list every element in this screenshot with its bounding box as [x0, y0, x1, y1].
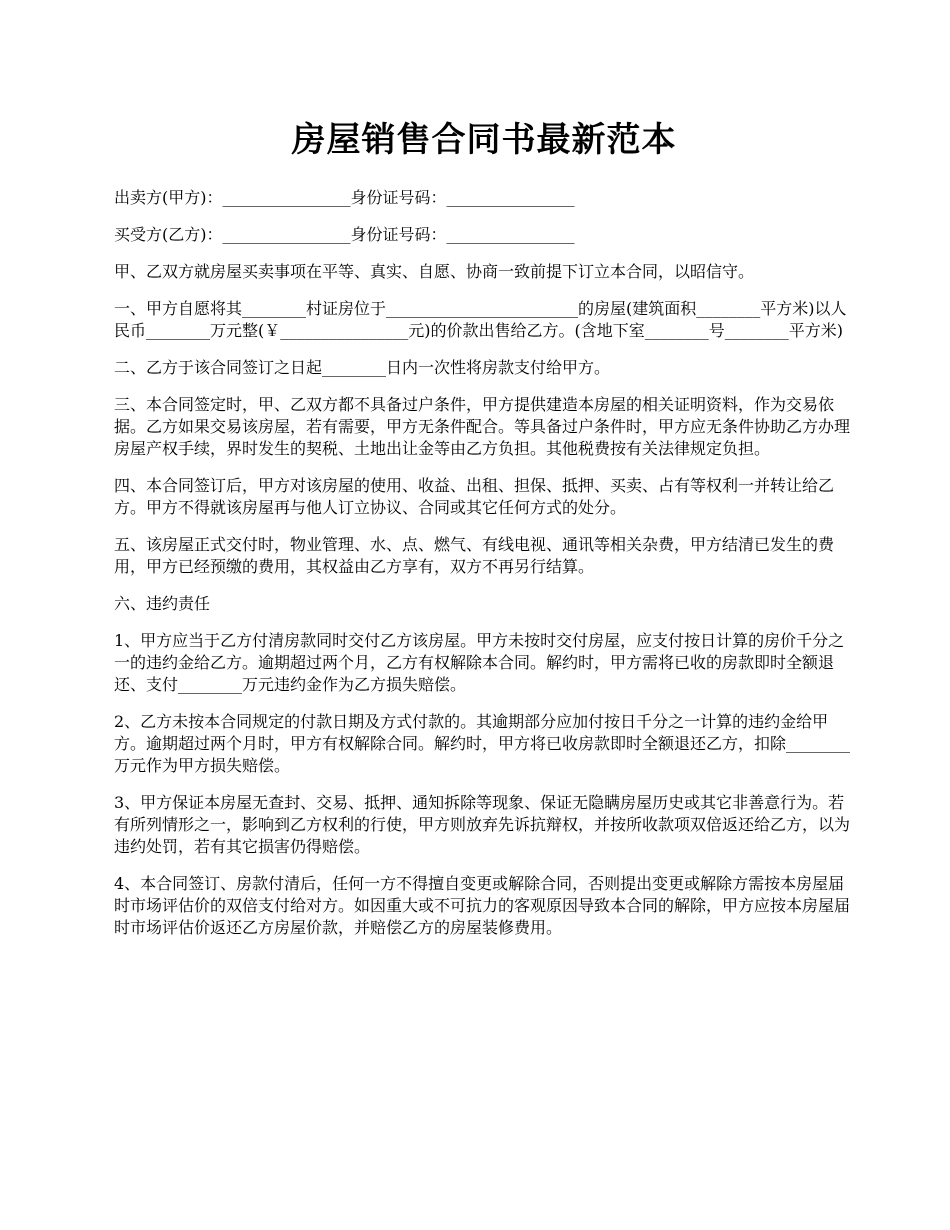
- buyer-line: 买受方(乙方)：________________身份证号码：________________: [114, 225, 575, 244]
- breach-item-2: 2、乙方未按本合同规定的付款日期及方式付款的。其逾期部分应加付按日千分之一计算的违约金给甲方。逾期超过两个月时，甲方有权解除合同。解约时，甲方将已收房款即时全额退还乙方，扣除________万元作为甲方损失赔偿。: [114, 712, 851, 775]
- document-page: [114, 112, 854, 954]
- breach-item-1: 1、甲方应当于乙方付清房款同时交付乙方该房屋。甲方未按时交付房屋，应支付按日计算的房价千分之一的违约金给乙方。逾期超过两个月，乙方有权解除本合同。解约时，甲方需将已收的房款即时全额退还、支付________万元违约金作为乙方损失赔偿。: [114, 631, 845, 694]
- breach-item-3: 3、甲方保证本房屋无查封、交易、抵押、通知拆除等现象、保证无隐瞒房屋历史或其它非善意行为。若有所列情形之一，影响到乙方权利的行使，甲方则放弃先诉抗辩权，并按所收款项双倍返还给乙方，以为违约处罚，若有其它损害仍得赔偿。: [114, 793, 851, 856]
- clause-6-heading: 六、违约责任: [114, 594, 211, 613]
- breach-item-4: 4、本合同签订、房款付清后，任何一方不得擅自变更或解除合同，否则提出变更或解除方需按本房屋届时市场评估价的双倍支付给对方。如因重大或不可抗力的客观原因导致本合同的解除，甲方应按本房屋届时市场评估价返还乙方房屋价款，并赔偿乙方的房屋装修费用。: [114, 874, 851, 937]
- clause-5: 五、该房屋正式交付时，物业管理、水、点、燃气、有线电视、通讯等相关杂费，甲方结清已发生的费用，甲方已经预缴的费用，其权益由乙方享有，双方不再另行结算。: [114, 535, 835, 576]
- document-title: 房屋销售合同书最新范本: [291, 120, 677, 160]
- clause-2: 二、乙方于该合同签订之日起________日内一次性将房款支付给甲方。: [114, 358, 611, 377]
- clause-1: 一、甲方自愿将其________村证房位于________________________的房屋(建筑面积________平方米)以人民币________万元整(￥________________元)的价款出售给乙方。(含地下室________号________平方米): [114, 299, 847, 340]
- preamble: 甲、乙双方就房屋买卖事项在平等、真实、自愿、协商一致前提下订立本合同，以昭信守。: [114, 262, 755, 281]
- clause-4: 四、本合同签订后，甲方对该房屋的使用、收益、出租、担保、抵押、买卖、占有等权利一并转让给乙方。甲方不得就该房屋再与他人订立协议、合同或其它任何方式的处分。: [114, 476, 835, 517]
- clause-3: 三、本合同签定时，甲、乙双方都不具备过户条件，甲方提供建造本房屋的相关证明资料，作为交易依据。乙方如果交易该房屋，若有需要，甲方无条件配合。等具备过户条件时，甲方应无条件协助乙方办理房屋产权手续，界时发生的契税、土地出让金等由乙方负担。其他税费按有关法律规定负担。: [114, 395, 851, 458]
- seller-line: 出卖方(甲方)：________________身份证号码：________________: [114, 188, 575, 207]
